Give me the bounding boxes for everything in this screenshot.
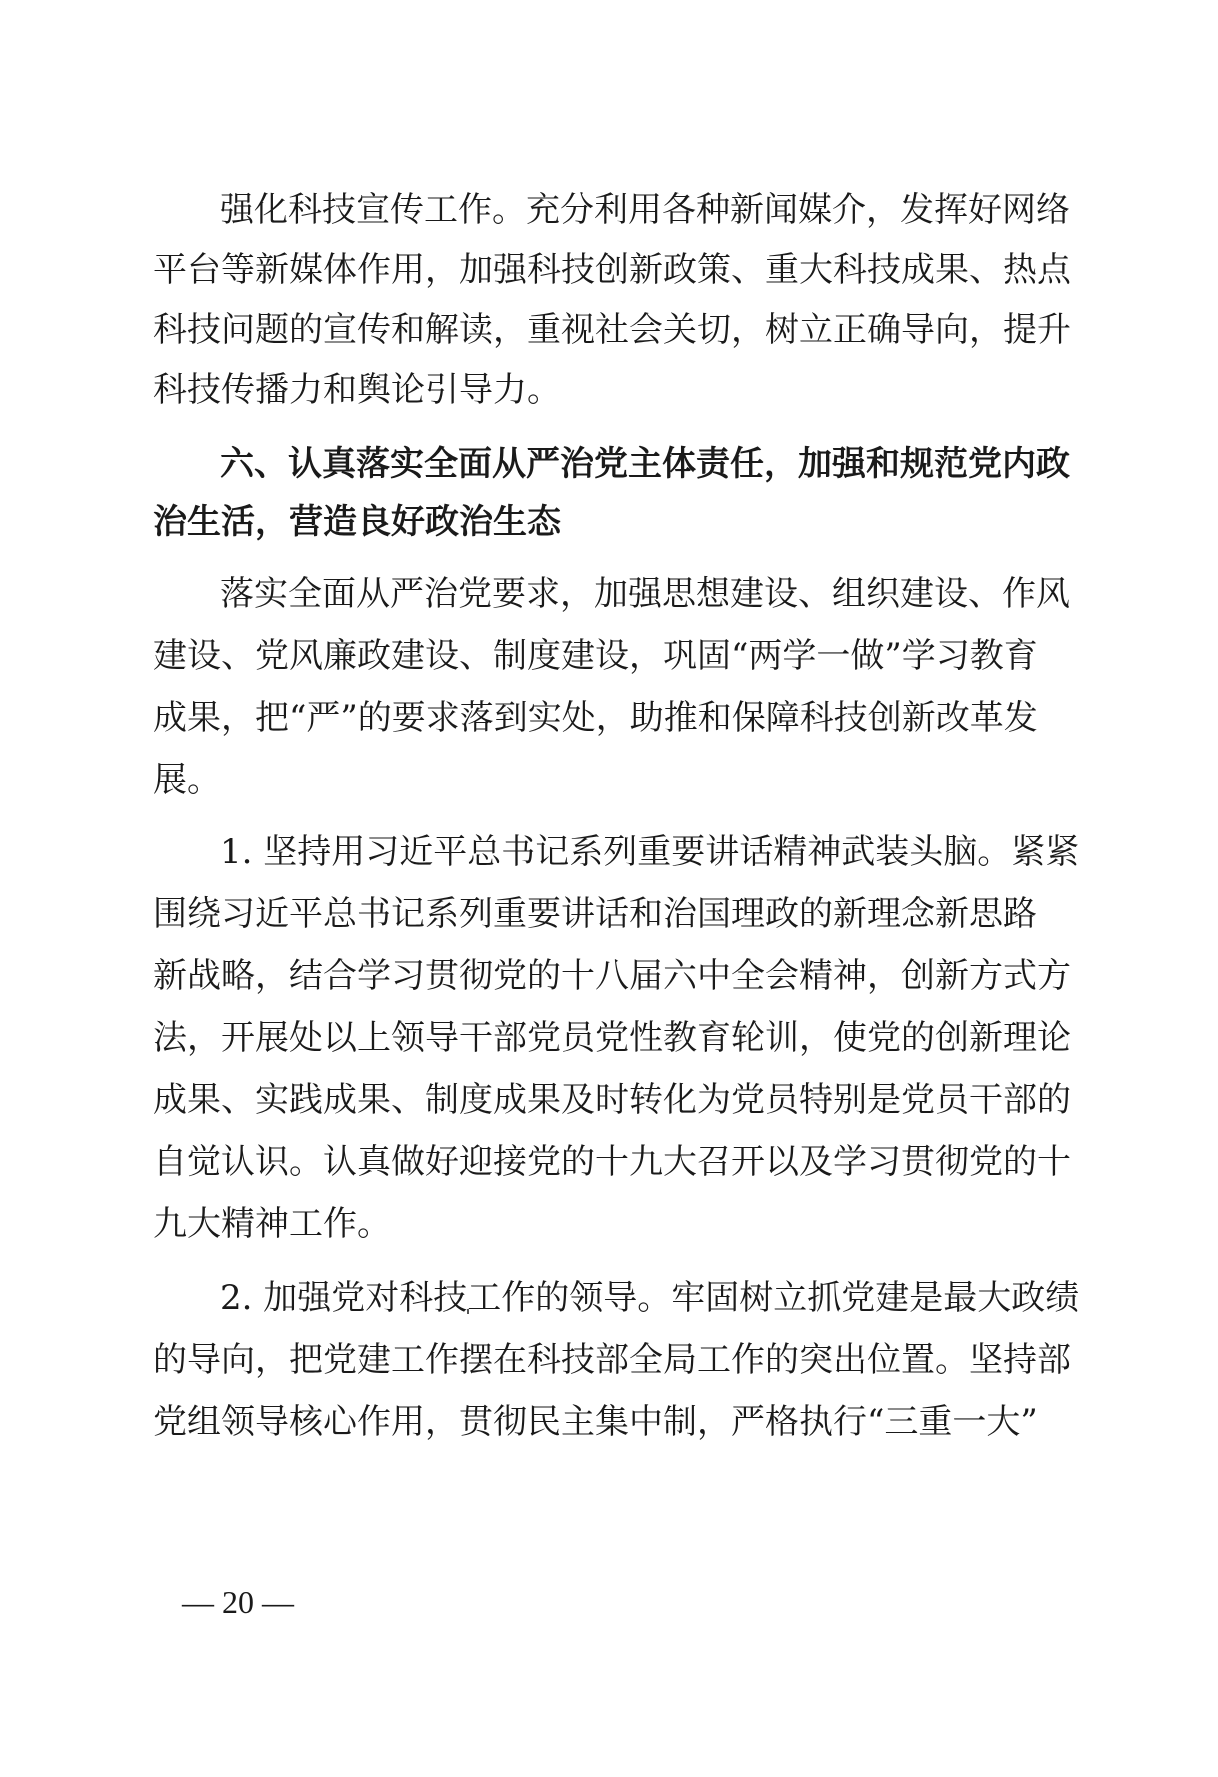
- list-item-line: 的导向，把党建工作摆在科技部全局工作的突出位置。坚持部: [153, 1340, 1071, 1380]
- list-item-line: 新战略，结合学习贯彻党的十八届六中全会精神，创新方式方: [153, 956, 1071, 996]
- paragraph-line: 展。: [153, 760, 221, 800]
- paragraph-line: 科技传播力和舆论引导力。: [153, 370, 561, 410]
- paragraph-line: 成果，把“严”的要求落到实处，助推和保障科技创新改革发: [153, 698, 1038, 738]
- list-item-line: 九大精神工作。: [153, 1204, 391, 1244]
- list-item-line: 2. 加强党对科技工作的领导。牢固树立抓党建是最大政绩: [220, 1278, 1080, 1318]
- list-item-line: 1. 坚持用习近平总书记系列重要讲话精神武装头脑。紧紧: [220, 832, 1080, 872]
- paragraph-line: 建设、党风廉政建设、制度建设，巩固“两学一做”学习教育: [153, 636, 1038, 676]
- list-item-line: 围绕习近平总书记系列重要讲话和治国理政的新理念新思路: [153, 894, 1037, 934]
- paragraph-line: 落实全面从严治党要求，加强思想建设、组织建设、作风: [220, 574, 1070, 614]
- paragraph-line: 强化科技宣传工作。充分利用各种新闻媒介，发挥好网络: [220, 190, 1070, 230]
- page-number: — 20 —: [182, 1584, 294, 1620]
- list-item-line: 成果、实践成果、制度成果及时转化为党员特别是党员干部的: [153, 1080, 1071, 1120]
- list-item-line: 党组领导核心作用，贯彻民主集中制，严格执行“三重一大”: [153, 1402, 1038, 1442]
- section-heading: 治生活，营造良好政治生态: [153, 502, 561, 542]
- list-item-line: 法，开展处以上领导干部党员党性教育轮训，使党的创新理论: [153, 1018, 1071, 1058]
- list-item-line: 自觉认识。认真做好迎接党的十九大召开以及学习贯彻党的十: [153, 1142, 1071, 1182]
- paragraph-line: 平台等新媒体作用，加强科技创新政策、重大科技成果、热点: [153, 250, 1071, 290]
- paragraph-line: 科技问题的宣传和解读，重视社会关切，树立正确导向，提升: [153, 310, 1071, 350]
- section-heading: 六、认真落实全面从严治党主体责任，加强和规范党内政: [220, 444, 1070, 484]
